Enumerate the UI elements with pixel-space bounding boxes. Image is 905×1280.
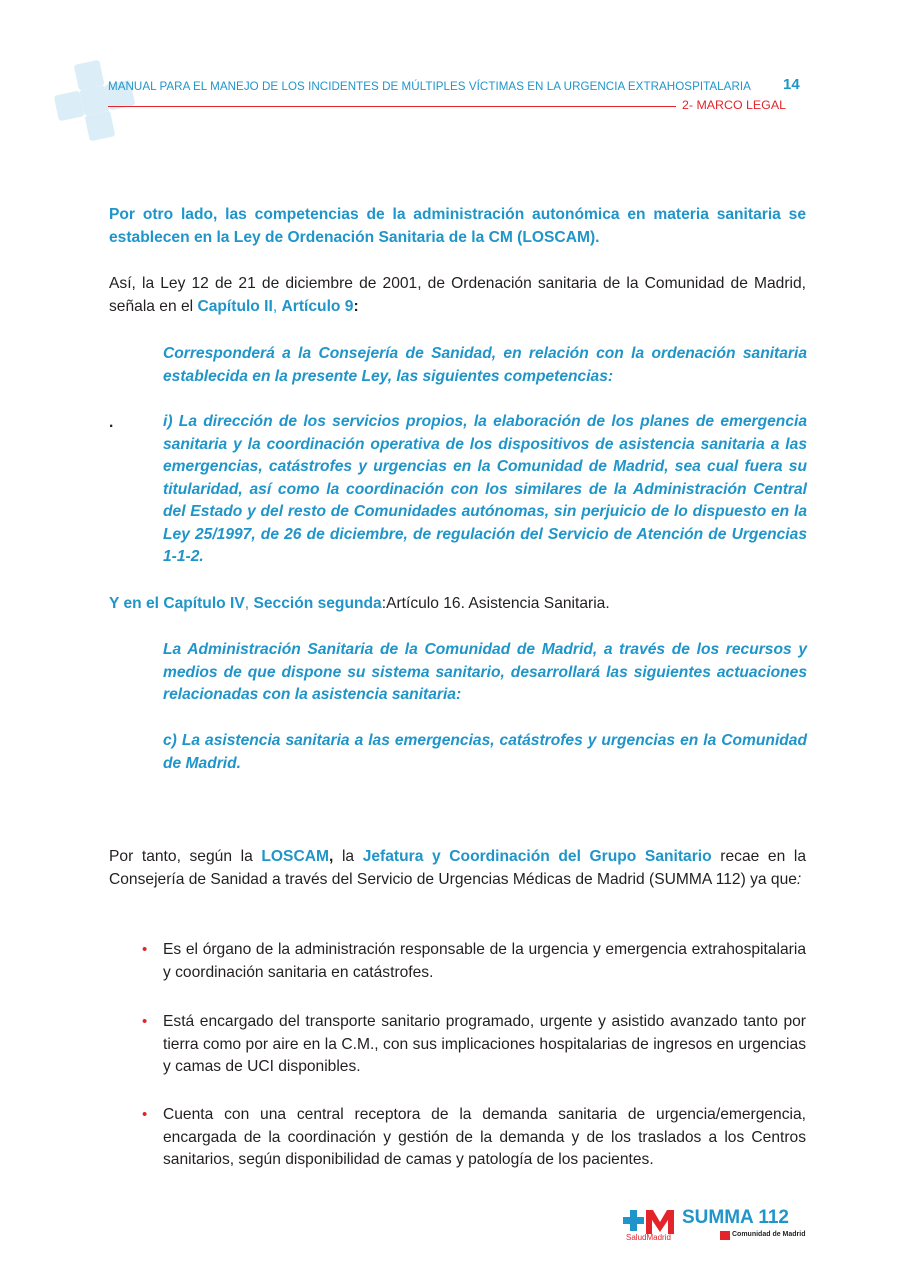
- bullet-marker: •: [142, 941, 148, 958]
- section-title: 2- MARCO LEGAL: [682, 98, 786, 112]
- ley-ref-chapter: Capítulo II: [197, 297, 273, 315]
- header-watermark-logo: [52, 56, 152, 148]
- conclusion-post: recae en la Consejería de Sanidad a través del Servicio de Urgencias Médicas de Madrid (SUMMA 112) ya que: [109, 848, 807, 888]
- quote-administracion: La Administración Sanitaria de la Comunidad de Madrid, a través de los recursos y medios de que dispone su sistema sanitario, desarrollará las siguientes actuaciones relacionadas con la asistencia sanitaria:: [163, 641, 807, 703]
- ley-ref-separator: ,: [272, 297, 278, 315]
- cap4-section: Sección segunda: [253, 595, 382, 612]
- ley-ref-colon: :: [353, 297, 359, 315]
- ley-paragraph: [109, 273, 806, 318]
- salud-madrid-label: SaludMadrid: [626, 1233, 671, 1242]
- intro-heading: Por otro lado, las competencias de la administración autonómica en materia sanitaria se establecen en la Ley de Ordenación Sanitaria de la CM (LOSCAM).: [109, 206, 806, 246]
- header-divider: [108, 106, 676, 107]
- quote-competencia-i: i) La dirección de los servicios propios, la elaboración de los planes de emergencia sanitaria y la coordinación operativa de los dispositivos de asistencia sanitaria a las emergencias, catástrofes y urgencias en la Comunidad de Madrid, sea cual fuera su titularidad, así como la coordinación con los similares de la Administración Central del Estado y del resto de Comunidades autónomas, sin perjuicio de lo dispuesto en la Ley 25/1997, de 26 de diciembre, de regulación del Servicio de Atención de Urgencias 1-1-2.: [163, 413, 807, 565]
- summa-112-label: SUMMA 112: [682, 1207, 789, 1228]
- cap4-ref: Y en el Capítulo IV: [109, 595, 245, 612]
- cap4-article: Artículo 16. Asistencia Sanitaria.: [386, 595, 610, 612]
- conclusion-loscam: LOSCAM: [261, 848, 329, 865]
- quote-competencias: Corresponderá a la Consejería de Sanidad, en relación con la ordenación sanitaria establecida en la presente Ley, las siguientes competencias:: [163, 345, 807, 385]
- bullet-item: Cuenta con una central receptora de la demanda sanitaria de urgencia/emergencia, encargada de la coordinación y gestión de la demanda y de los traslados a los Centros sanitarios, según disponibilidad de camas y patología de los pacientes.: [163, 1106, 806, 1168]
- conclusion-pre: Por tanto, según la: [109, 848, 253, 865]
- salud-madrid-logo: [622, 1208, 678, 1236]
- quote-asistencia-c: c) La asistencia sanitaria a las emergencias, catástrofes y urgencias en la Comunidad de Madrid.: [163, 732, 807, 772]
- comunidad-madrid-label: Comunidad de Madrid: [732, 1231, 806, 1238]
- list-dot: .: [109, 414, 114, 431]
- bullet-item: Está encargado del transporte sanitario programado, urgente y asistido avanzado tanto por tierra como por aire en la C.M., con sus implicaciones hospitalarias de ingresos en urgencias y camas de UCI disponibles.: [163, 1013, 806, 1075]
- page-number: 14: [783, 76, 800, 93]
- cap4-separator: ,: [244, 595, 250, 612]
- conclusion-comma: ,: [328, 848, 334, 865]
- manual-title: MANUAL PARA EL MANEJO DE LOS INCIDENTES DE MÚLTIPLES VÍCTIMAS EN LA URGENCIA EXTRAHOSPITALARIA: [108, 80, 751, 93]
- ley-ref-article: Artículo 9: [281, 297, 354, 315]
- bullet-item: Es el órgano de la administración responsable de la urgencia y emergencia extrahospitalaria y coordinación sanitaria en catástrofes.: [163, 941, 806, 981]
- conclusion-la: la: [341, 848, 355, 865]
- capitulo-iv-paragraph: [109, 593, 806, 616]
- conclusion-colon: :: [796, 870, 802, 888]
- bullet-marker: •: [142, 1106, 148, 1123]
- comunidad-madrid-flag-icon: [720, 1231, 730, 1240]
- conclusion-jefatura: Jefatura y Coordinación del Grupo Sanitario: [362, 848, 712, 865]
- cap4-colon: :: [381, 595, 387, 612]
- conclusion-paragraph: [109, 846, 806, 891]
- ley-text: Así, la Ley 12 de 21 de diciembre de 2001, de Ordenación sanitaria de la Comunidad de Madrid, señala en el: [109, 275, 806, 315]
- bullet-marker: •: [142, 1013, 148, 1030]
